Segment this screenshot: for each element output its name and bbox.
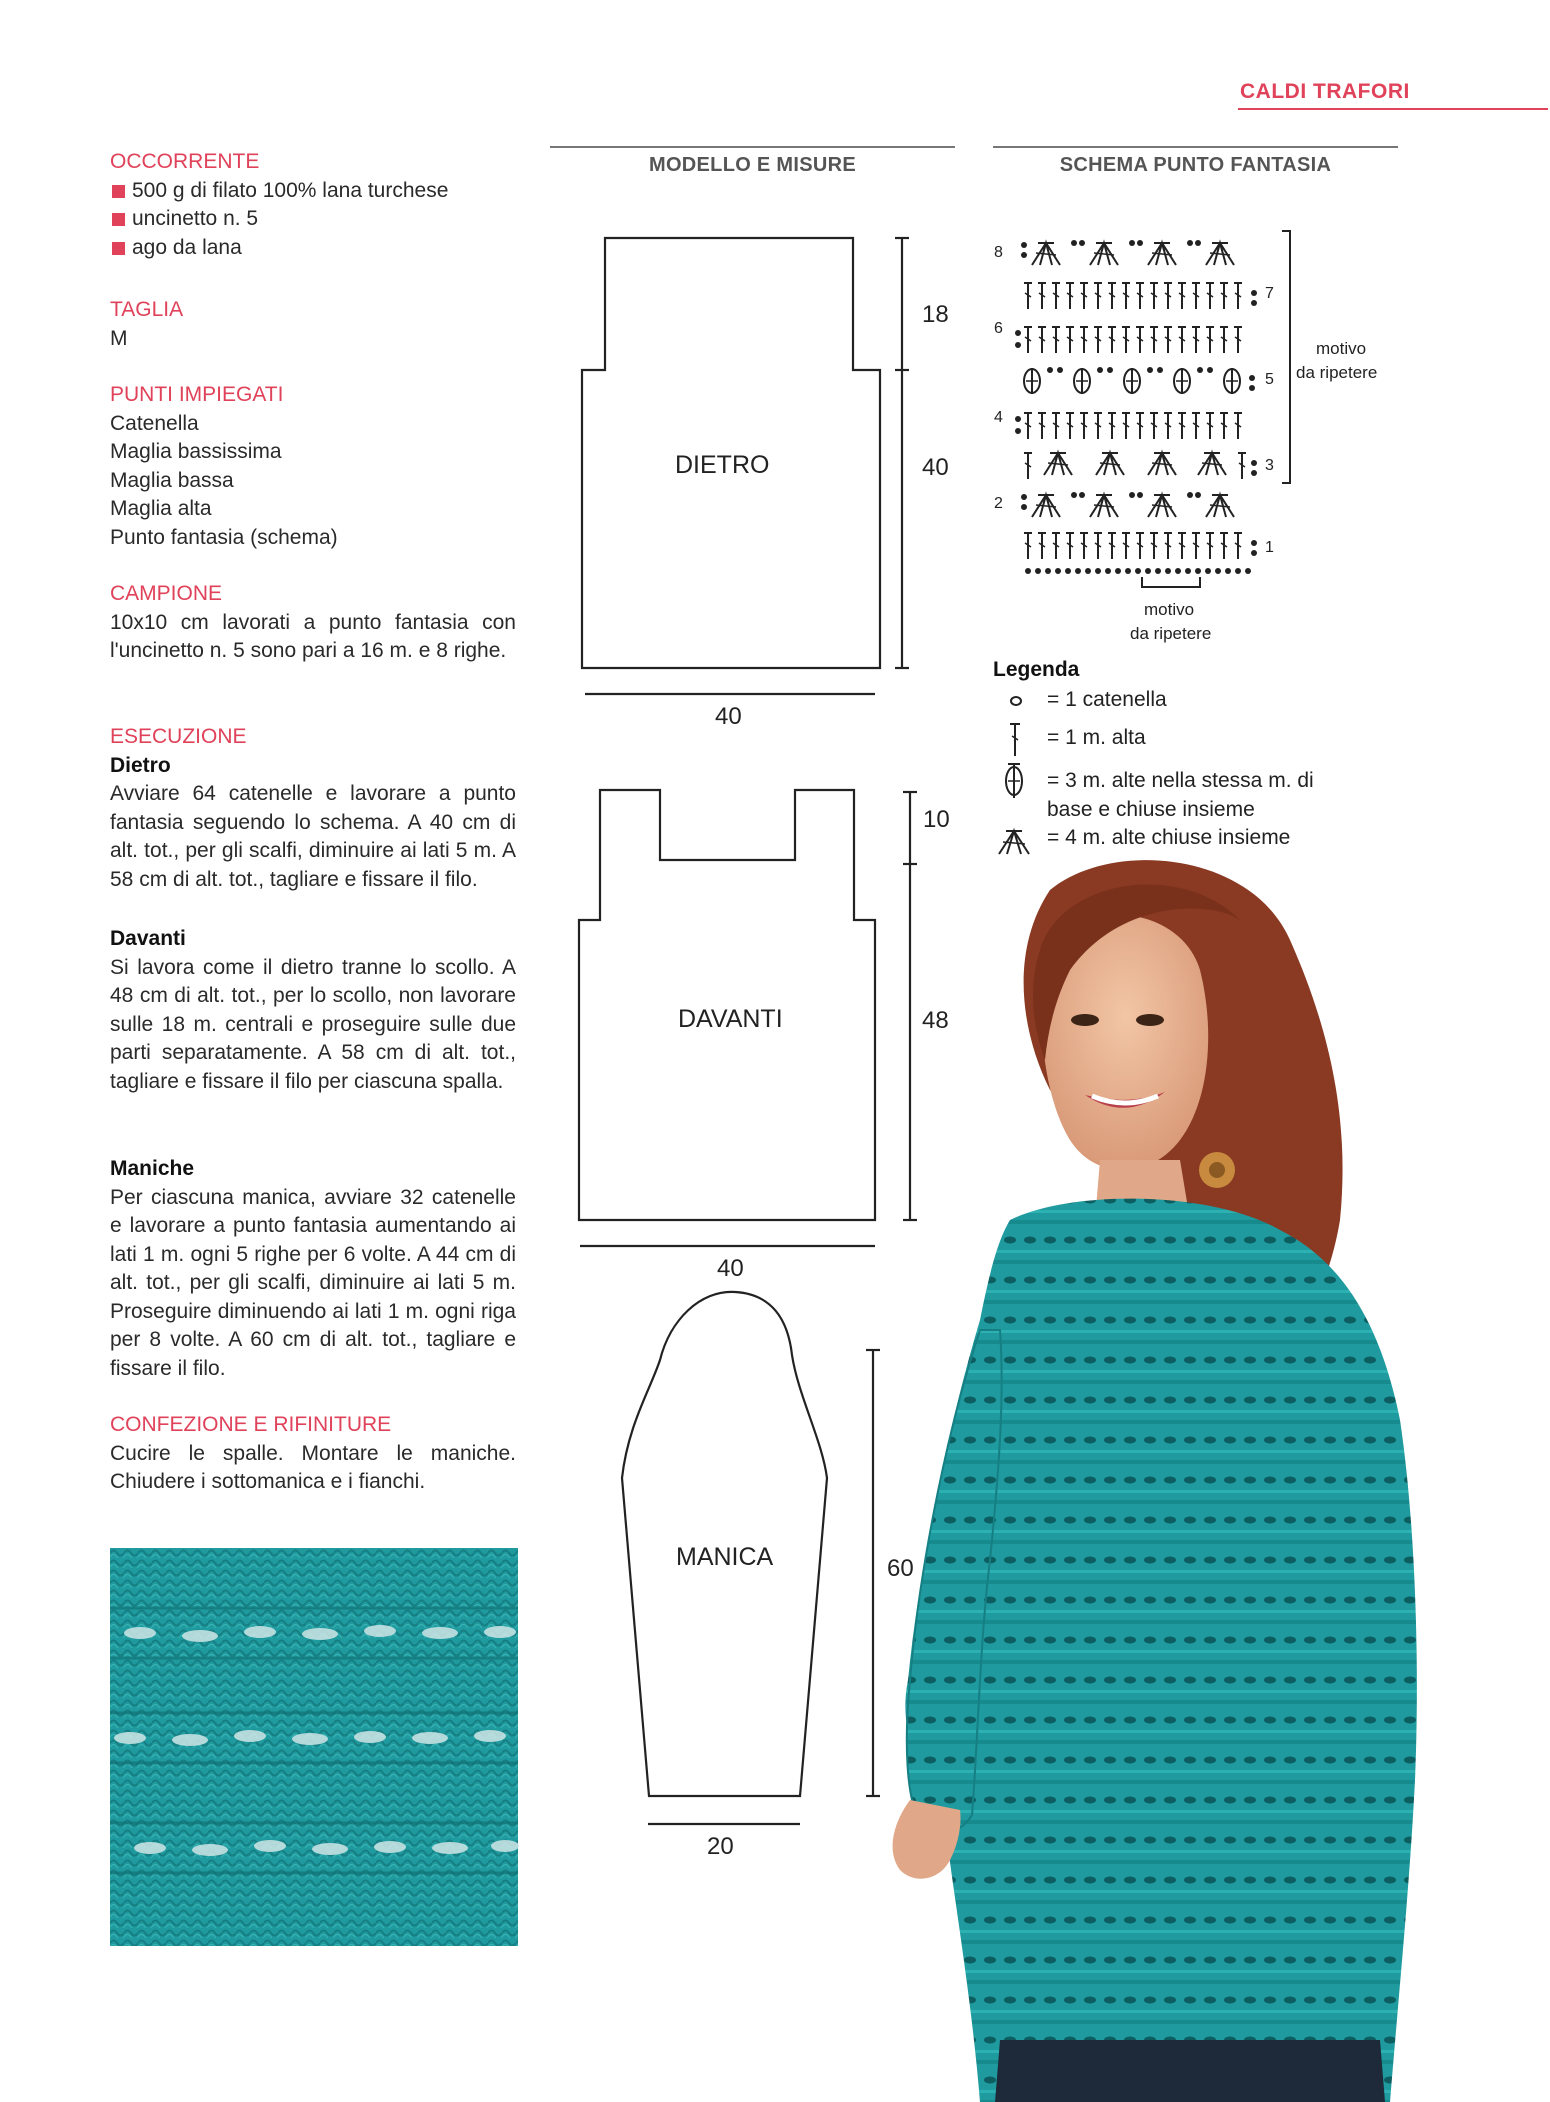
campione-text: 10x10 cm lavorati a punto fantasia con l'uncinetto n. 5 sono pari a 16 m. e 8 righe.: [110, 610, 516, 662]
esecuzione-title: ESECUZIONE: [110, 725, 247, 748]
chain-symbol-icon: [1009, 694, 1023, 708]
repeat-bottom-line2: da ripetere: [1130, 624, 1212, 643]
manica-label: MANICA: [676, 1543, 774, 1571]
cluster-4-symbol-icon: [993, 828, 1035, 856]
confezione-title: CONFEZIONE E RIFINITURE: [110, 1413, 392, 1436]
davanti-width: 40: [717, 1255, 744, 1282]
legenda-text: = 4 m. alte chiuse insieme: [1047, 826, 1291, 849]
manica-height: 60: [887, 1555, 914, 1582]
maniche-section: [110, 1155, 516, 1383]
legenda-list: [993, 688, 1353, 860]
davanti-subtitle: Davanti: [110, 927, 186, 950]
repeat-right-line2: da ripetere: [1296, 363, 1378, 382]
cluster-3-symbol-icon: [1003, 762, 1025, 800]
row-number: 5: [1265, 371, 1274, 388]
campione-title: CAMPIONE: [110, 582, 223, 605]
list-item: uncinetto n. 5: [110, 205, 516, 234]
taglia-section: [110, 296, 516, 353]
davanti-section: [110, 925, 516, 1096]
list-item: Maglia alta: [110, 497, 212, 520]
legenda-text: = 1 catenella: [1047, 688, 1167, 711]
davanti-text: Si lavora come il dietro tranne lo scollo. A 48 cm di alt. tot., per lo scollo, non lavorare sulle 18 m. centrali e proseguire sulle due parti separatamente. A 58 cm di alt. tot., tagliare e fissare il filo per ciascuna spalla.: [110, 955, 516, 1093]
list-item: Maglia bassissima: [110, 440, 282, 463]
legenda-item: [993, 688, 1353, 722]
stitch-chart: [990, 225, 1420, 645]
esecuzione-section: [110, 723, 516, 894]
list-item: ago da lana: [110, 234, 516, 263]
repeat-bottom-line1: motivo: [1144, 600, 1195, 619]
modello-title: MODELLO E MISURE: [648, 154, 857, 176]
dc-row: [1024, 283, 1257, 309]
davanti-height-top: 10: [923, 806, 950, 833]
davanti-height-bottom: 48: [922, 1007, 949, 1034]
davanti-label: DAVANTI: [678, 1005, 783, 1033]
schema-divider: [993, 146, 1398, 148]
campione-section: [110, 580, 516, 666]
legenda-text: = 1 m. alta: [1047, 726, 1146, 749]
dietro-subtitle: Dietro: [110, 753, 171, 777]
punti-title: PUNTI IMPIEGATI: [110, 383, 284, 406]
legenda-item: [993, 762, 1353, 826]
confezione-section: [110, 1411, 516, 1497]
list-item: Maglia bassa: [110, 468, 234, 492]
maniche-subtitle: Maniche: [110, 1157, 195, 1180]
dietro-width: 40: [715, 703, 742, 730]
dietro-label: DIETRO: [675, 451, 770, 479]
header-divider: [1238, 108, 1548, 110]
list-item: Punto fantasia (schema): [110, 525, 338, 549]
stitch-swatch-photo: [110, 1548, 518, 1946]
row-number: 1: [1265, 539, 1274, 556]
row-number: 7: [1265, 285, 1274, 302]
row-number: 4: [994, 409, 1003, 426]
occorrente-title: OCCORRENTE: [110, 150, 260, 173]
confezione-text: Cucire le spalle. Montare le maniche. Chiudere i sottomanica e i fianchi.: [110, 1441, 516, 1493]
punti-list: [110, 410, 516, 553]
double-crochet-symbol-icon: [1007, 722, 1023, 758]
section-header-title: CALDI TRAFORI: [1240, 80, 1410, 103]
modello-divider: [550, 146, 955, 148]
manica-width: 20: [707, 1833, 734, 1860]
occorrente-section: [110, 148, 516, 262]
dietro-height-top: 18: [922, 301, 949, 328]
legenda-item: [993, 826, 1353, 860]
taglia-value: M: [110, 326, 128, 350]
dietro-text: Avviare 64 catenelle e lavorare a punto fantasia seguendo lo schema. A 40 cm di alt. tot., per gli scalfi, diminuire ai lati 5 m. A 58 cm di alt. tot., tagliare e fissare il filo.: [110, 782, 516, 891]
row-number: 3: [1265, 457, 1274, 474]
legenda-title: Legenda: [993, 658, 1080, 681]
dietro-height-bottom: 40: [922, 454, 949, 481]
list-item: 500 g di filato 100% lana turchese: [110, 177, 516, 206]
occorrente-list: [110, 177, 516, 263]
punti-section: [110, 381, 516, 552]
row-number: 6: [994, 320, 1003, 337]
legenda-text: = 3 m. alte nella stessa m. di base e chiuse insieme: [1047, 769, 1314, 821]
maniche-text: Per ciascuna manica, avviare 32 catenelle e lavorare a punto fantasia aumentando ai lati 1 m. ogni 5 righe per 6 volte. A 44 cm di alt. tot., per gli scalfi, diminuire ai lati 5 m. Proseguire diminuendo ai lati 1 m. ogni riga per 8 volte. A 60 cm di alt. tot., tagliare e fissare il filo.: [110, 1185, 516, 1380]
repeat-right-line1: motivo: [1316, 339, 1367, 358]
legenda-item: [993, 722, 1353, 762]
row-number: 8: [994, 244, 1003, 261]
model-photo: [880, 860, 1550, 2102]
schema-title: SCHEMA PUNTO FANTASIA: [1059, 154, 1332, 176]
list-item: Catenella: [110, 411, 199, 435]
taglia-title: TAGLIA: [110, 298, 184, 321]
row-number: 2: [994, 495, 1003, 512]
